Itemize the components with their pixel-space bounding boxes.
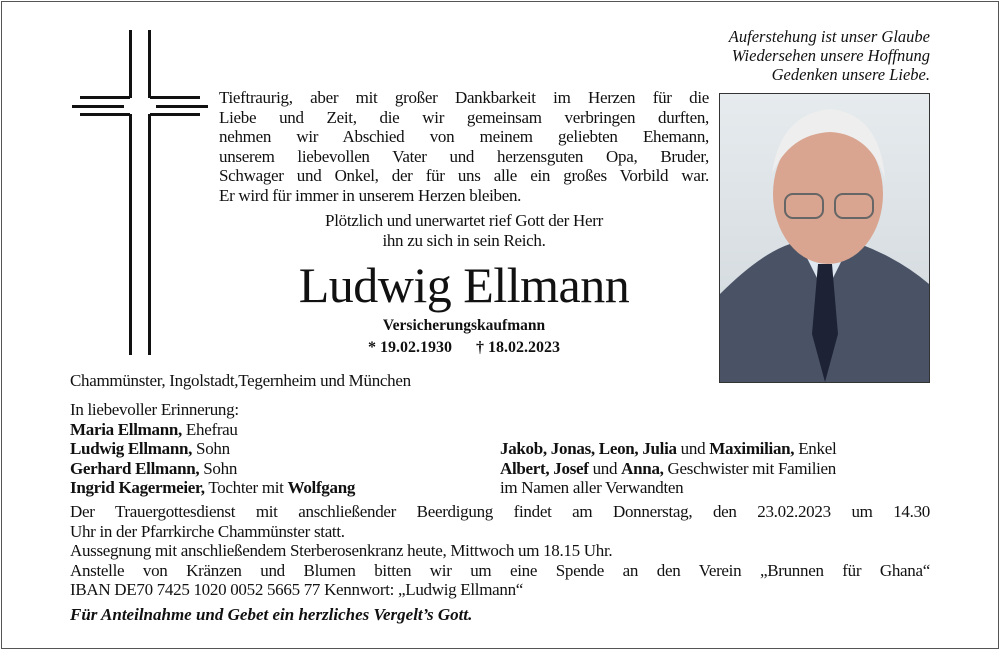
places: Chammünster, Ingolstadt,Tegernheim und München [70,371,411,390]
family-row [70,439,355,459]
family-name: Albert, Josef [500,458,589,478]
portrait-photo [719,93,930,383]
intro-line: unserem liebevollen Vater und herzensguten Opa, Bruder, [219,146,709,166]
service-line: Anstelle von Kränzen und Blumen bitten wir um eine Spende an den Verein „Brunnen für Ghana“ [70,560,930,580]
service-line: Der Trauergottesdienst mit anschließender Beerdigung findet am Donnerstag, den 23.02.2023 um 14.30 [70,502,930,521]
family-role: Enkel [794,439,837,458]
family-row [70,478,355,498]
intro-text [219,88,709,205]
life-dates [219,339,709,357]
family-row [500,459,836,479]
intro-line: Liebe und Zeit, die wir gemeinsam verbringen durften, [219,107,709,127]
sudden-line: Plötzlich und unerwartet rief Gott der Herr [325,211,603,230]
sudden-text [219,211,709,250]
family-name: Anna, [621,458,664,478]
family-row [70,420,355,440]
family-connector: und [588,458,622,478]
intro-line: Er wird für immer in unserem Herzen bleiben. [219,185,522,205]
family-name: Maximilian, [709,439,795,458]
intro-line: Schwager und Onkel, der für uns alle ein großes Vorbild war. [219,166,709,185]
family-name: Wolfgang [287,478,356,497]
family-name: Jakob, Jonas, Leon, Julia [500,439,677,458]
family-name: Ludwig Ellmann, [70,439,193,458]
family-row [70,459,355,479]
family-role: Ehefrau [181,419,238,439]
profession: Versicherungskaufmann [382,317,546,334]
thanks-text: Für Anteilnahme und Gebet ein herzliches Vergelt’s Gott. [70,605,473,624]
family-role: Geschwister mit Familien [663,458,836,478]
motto [729,27,930,84]
motto-line: Wiedersehen unsere Hoffnung [731,46,930,65]
motto-line: Gedenken unsere Liebe. [771,65,930,84]
family-name: Maria Ellmann, [70,419,182,439]
intro-line: nehmen wir Abschied von meinem geliebten Ehemann, [219,127,709,146]
service-line: IBAN DE70 7425 1020 0052 5665 77 Kennwort: „Ludwig Ellmann“ [70,580,524,599]
family-role: Sohn [199,458,238,478]
family-row [500,439,836,459]
family-name: Ingrid Kagermeier, [70,478,205,497]
family-heading: In liebevoller Erinnerung: [70,400,239,419]
service-info [70,502,930,600]
service-line: Aussegnung mit anschließendem Sterberosenkranz heute, Mittwoch um 18.15 Uhr. [70,541,613,560]
deceased-name: Ludwig Ellmann [298,257,630,313]
sudden-line: ihn zu sich in sein Reich. [382,230,546,250]
family-name: Gerhard Ellmann, [70,458,200,478]
family-right [500,439,836,498]
family-role: Sohn [192,439,230,458]
service-line: Uhr in der Pfarrkirche Chammünster statt. [70,521,345,541]
intro-line: Tieftraurig, aber mit großer Dankbarkeit im Herzen für die [219,88,709,107]
birth-date: * 19.02.1930 [368,339,452,356]
death-date: † 18.02.2023 [476,339,560,356]
cross-icon [70,30,210,355]
family-role: Tochter mit [204,478,288,497]
motto-line: Auferstehung ist unser Glaube [728,27,930,46]
family-row: im Namen aller Verwandten [500,478,684,497]
family-connector: und [676,439,710,458]
family-left [70,400,355,498]
